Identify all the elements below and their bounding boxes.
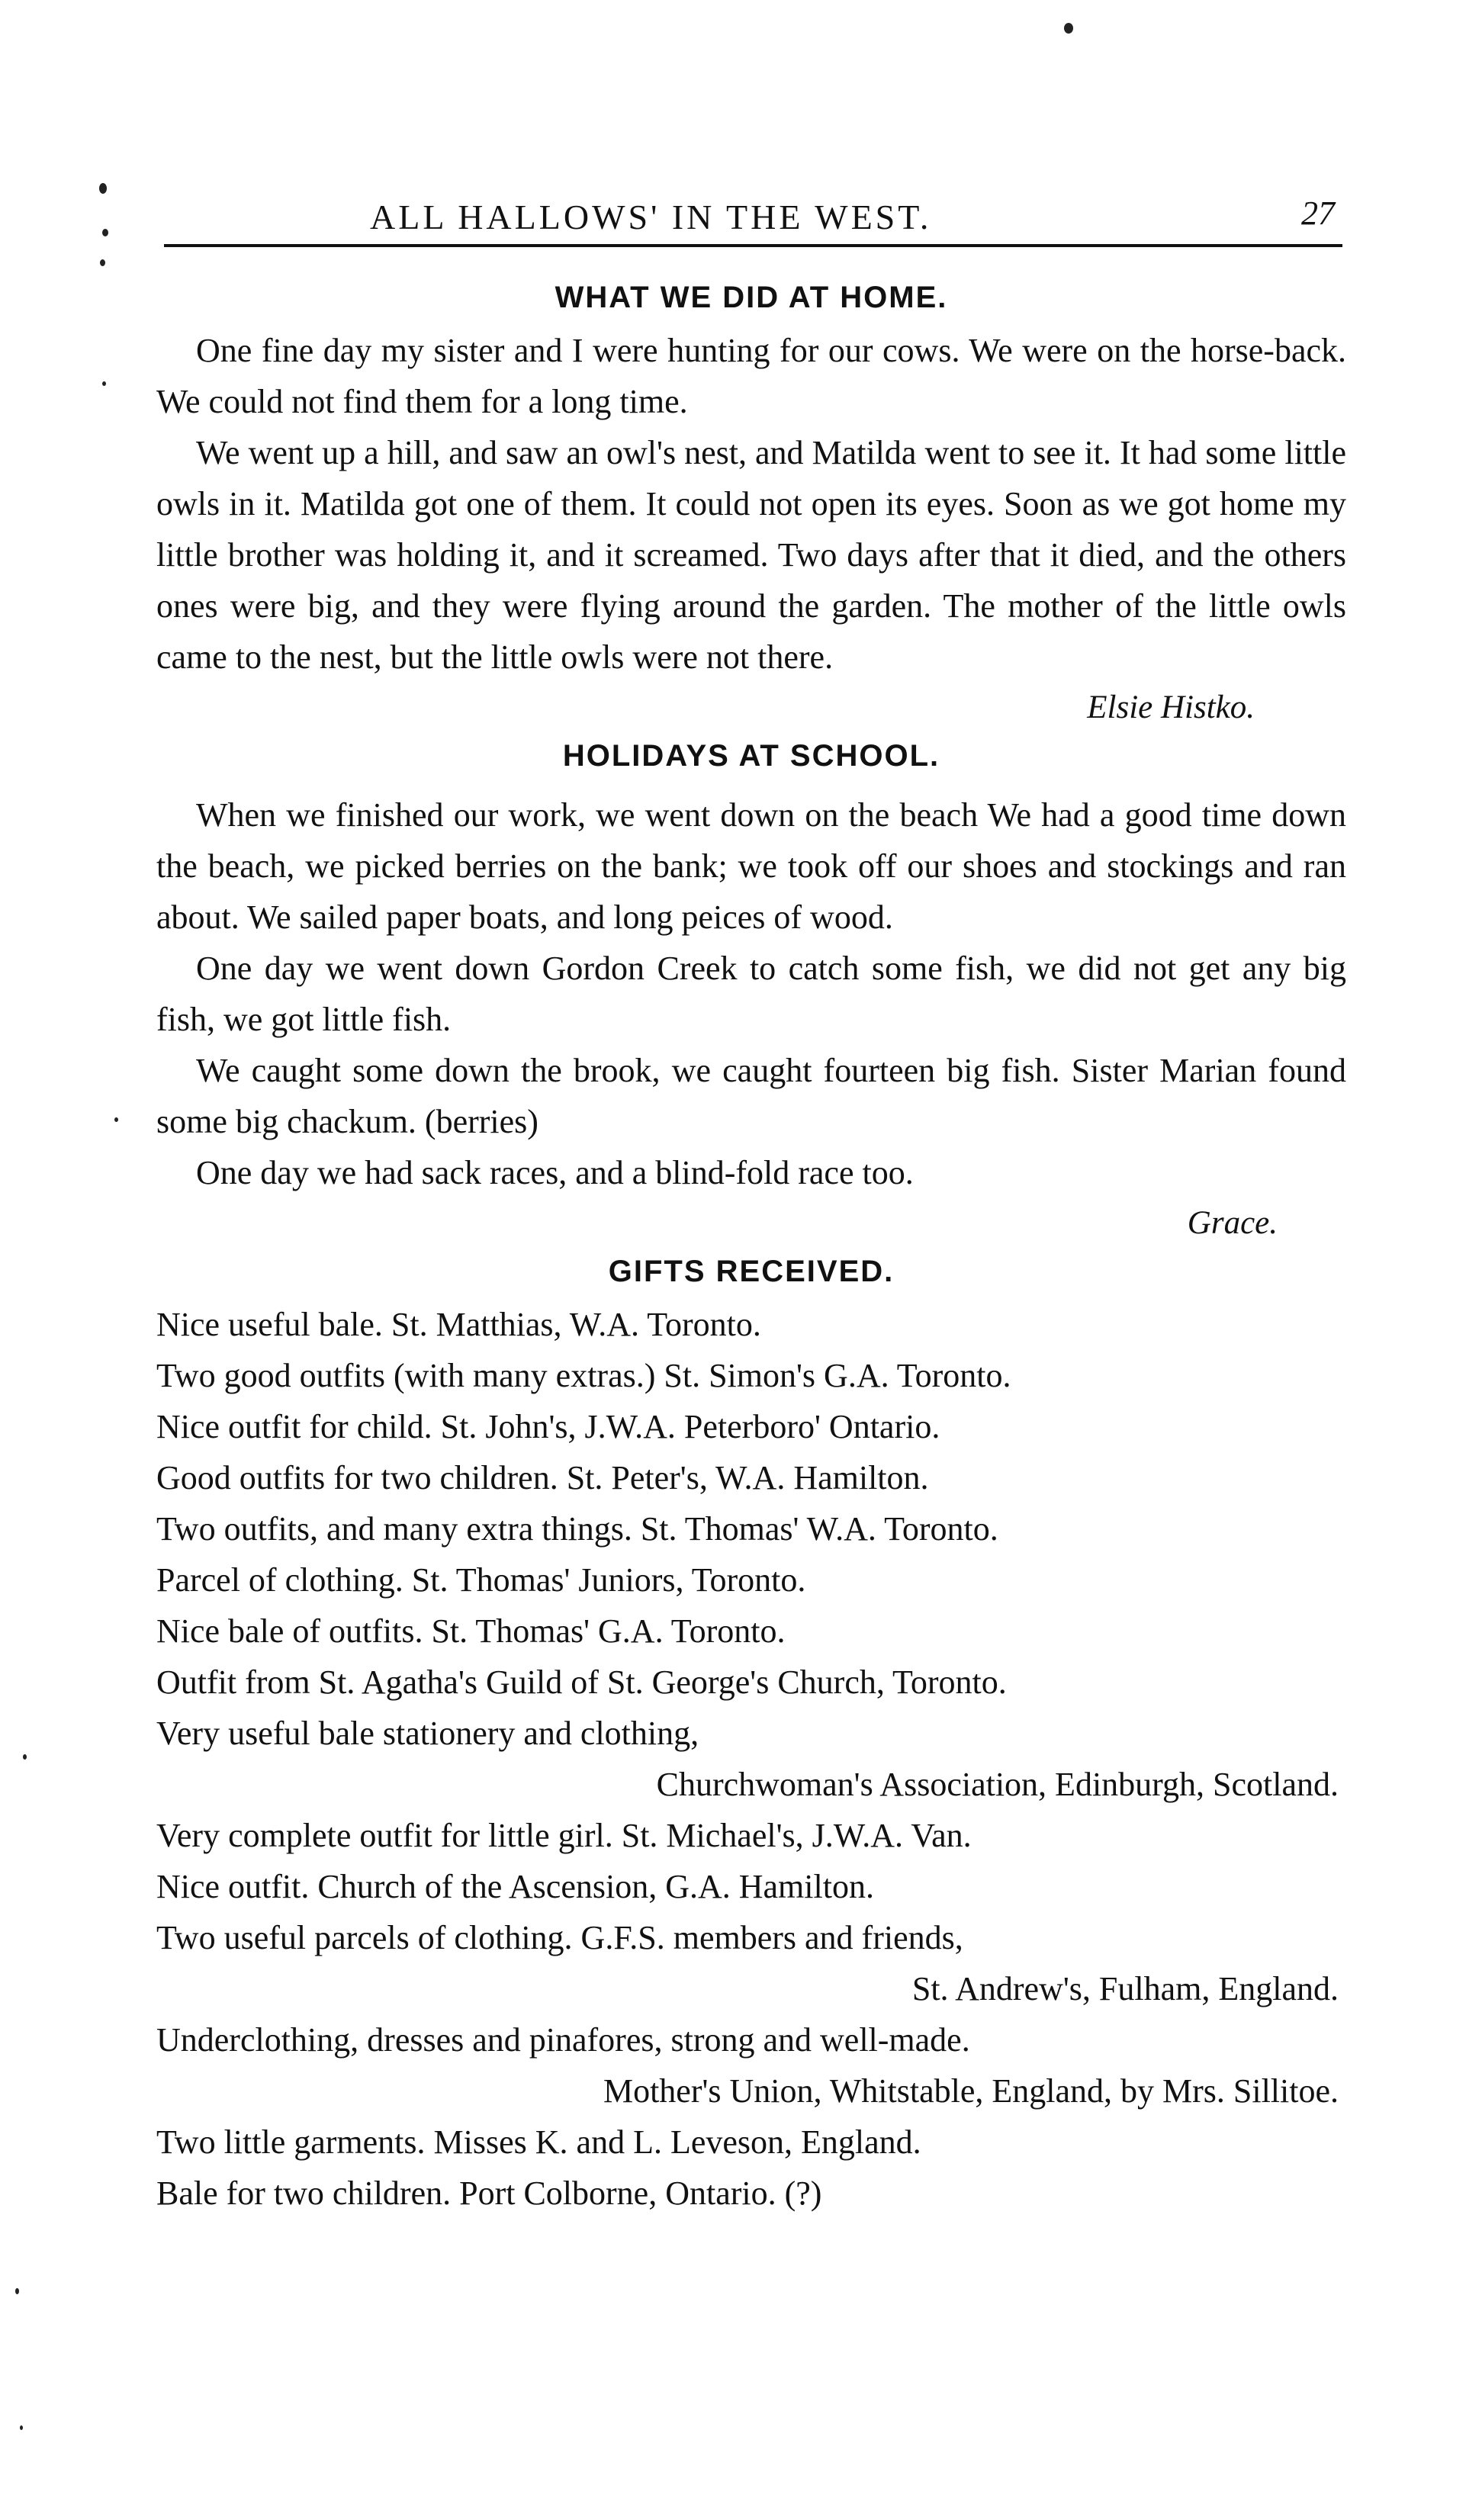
gift-text: Good outfits for two children. St. Peter's, W.A. Hamilton.: [156, 1459, 929, 1496]
gift-text: Two little garments. Misses K. and L. Leveson, England.: [156, 2123, 921, 2161]
section-gifts-received: [156, 1249, 1346, 2219]
list-item: [156, 1861, 1346, 1912]
gift-text: Nice useful bale. St. Matthias, W.A. Toronto.: [156, 1306, 761, 1343]
list-item: [156, 1401, 1346, 1452]
author-signature: Grace.: [1187, 1205, 1278, 1241]
list-item: [156, 2014, 1346, 2117]
gift-text: Two outfits, and many extra things. St. Thomas' W.A. Toronto.: [156, 1510, 998, 1548]
scan-speck: [114, 1117, 118, 1122]
paragraph: We caught some down the brook, we caught fourteen big fish. Sister Marian found some big chackum. (berries): [156, 1052, 1346, 1140]
gift-text: Bale for two children. Port Colborne, Ontario. (?): [156, 2174, 822, 2212]
paragraph: One fine day my sister and I were hunting for our cows. We were on the horse-back. We could not find them for a long time.: [156, 332, 1346, 420]
list-item: [156, 1657, 1346, 1708]
section-holidays-at-school: [156, 733, 1346, 1249]
section-heading: GIFTS RECEIVED.: [608, 1255, 895, 1288]
gift-text: Very useful bale stationery and clothing,: [156, 1715, 699, 1752]
scan-speck: [20, 2425, 23, 2430]
page-content: [156, 275, 1346, 2219]
paragraph: One day we had sack races, and a blind-fold race too.: [196, 1154, 914, 1191]
gift-text: Two useful parcels of clothing. G.F.S. members and friends,: [156, 1919, 963, 1956]
scan-speck: [15, 2288, 19, 2294]
scan-speck: [102, 381, 106, 386]
gift-text: Very complete outfit for little girl. St. Michael's, J.W.A. Van.: [156, 1817, 972, 1854]
gift-text: Parcel of clothing. St. Thomas' Juniors, Toronto.: [156, 1561, 806, 1599]
list-item: [156, 1350, 1346, 1401]
list-item: [156, 1452, 1346, 1503]
author-signature: Elsie Histko.: [1087, 689, 1255, 725]
list-item: [156, 1503, 1346, 1554]
scan-speck: [23, 1754, 27, 1760]
list-item: [156, 2168, 1346, 2219]
gift-text: Underclothing, dresses and pinafores, strong and well-made.: [156, 2021, 970, 2059]
gift-donor-continuation: Mother's Union, Whitstable, England, by Mrs. Sillitoe.: [603, 2072, 1339, 2110]
list-item: [156, 1299, 1346, 1350]
gift-text: Nice bale of outfits. St. Thomas' G.A. Toronto.: [156, 1612, 786, 1650]
header-rule: [164, 244, 1342, 247]
scan-speck: [102, 229, 108, 236]
running-title: ALL HALLOWS' IN THE WEST.: [370, 198, 932, 236]
section-heading: HOLIDAYS AT SCHOOL.: [562, 739, 940, 773]
gift-text: Outfit from St. Agatha's Guild of St. George's Church, Toronto.: [156, 1663, 1007, 1701]
gift-text: Nice outfit. Church of the Ascension, G.A. Hamilton.: [156, 1868, 874, 1905]
paragraph: One day we went down Gordon Creek to catch some fish, we did not get any big fish, we got little fish.: [156, 950, 1346, 1038]
scan-speck: [1064, 23, 1073, 34]
gift-list: [156, 1299, 1346, 2219]
list-item: [156, 2117, 1346, 2168]
list-item: [156, 1606, 1346, 1657]
gift-donor-continuation: Churchwoman's Association, Edinburgh, Scotland.: [656, 1766, 1339, 1803]
section-what-we-did-at-home: [156, 275, 1346, 733]
paragraph: When we finished our work, we went down on the beach We had a good time down the beach, we picked berries on the bank; we took off our shoes and stockings and ran about. We sailed paper boats, and long peices of wood.: [156, 796, 1346, 936]
scan-speck: [99, 183, 107, 194]
list-item: [156, 1810, 1346, 1861]
list-item: [156, 1912, 1346, 2014]
running-header: [164, 194, 1342, 250]
gift-text: Nice outfit for child. St. John's, J.W.A. Peterboro' Ontario.: [156, 1408, 940, 1445]
section-heading: WHAT WE DID AT HOME.: [555, 281, 948, 314]
page-number: 27: [1301, 194, 1335, 232]
gift-donor-continuation: St. Andrew's, Fulham, England.: [911, 1970, 1339, 2007]
scan-speck: [100, 259, 105, 266]
list-item: [156, 1708, 1346, 1810]
paragraph: We went up a hill, and saw an owl's nest, and Matilda went to see it. It had some little owls in it. Matilda got one of them. It could not open its eyes. Soon as we got home my little brother was holding it, and it screamed. Two days after that it died, and the others ones were big, and they were flying around the garden. The mother of the little owls came to the nest, but the little owls were not there.: [156, 434, 1346, 676]
gift-text: Two good outfits (with many extras.) St. Simon's G.A. Toronto.: [156, 1357, 1011, 1394]
list-item: [156, 1554, 1346, 1606]
